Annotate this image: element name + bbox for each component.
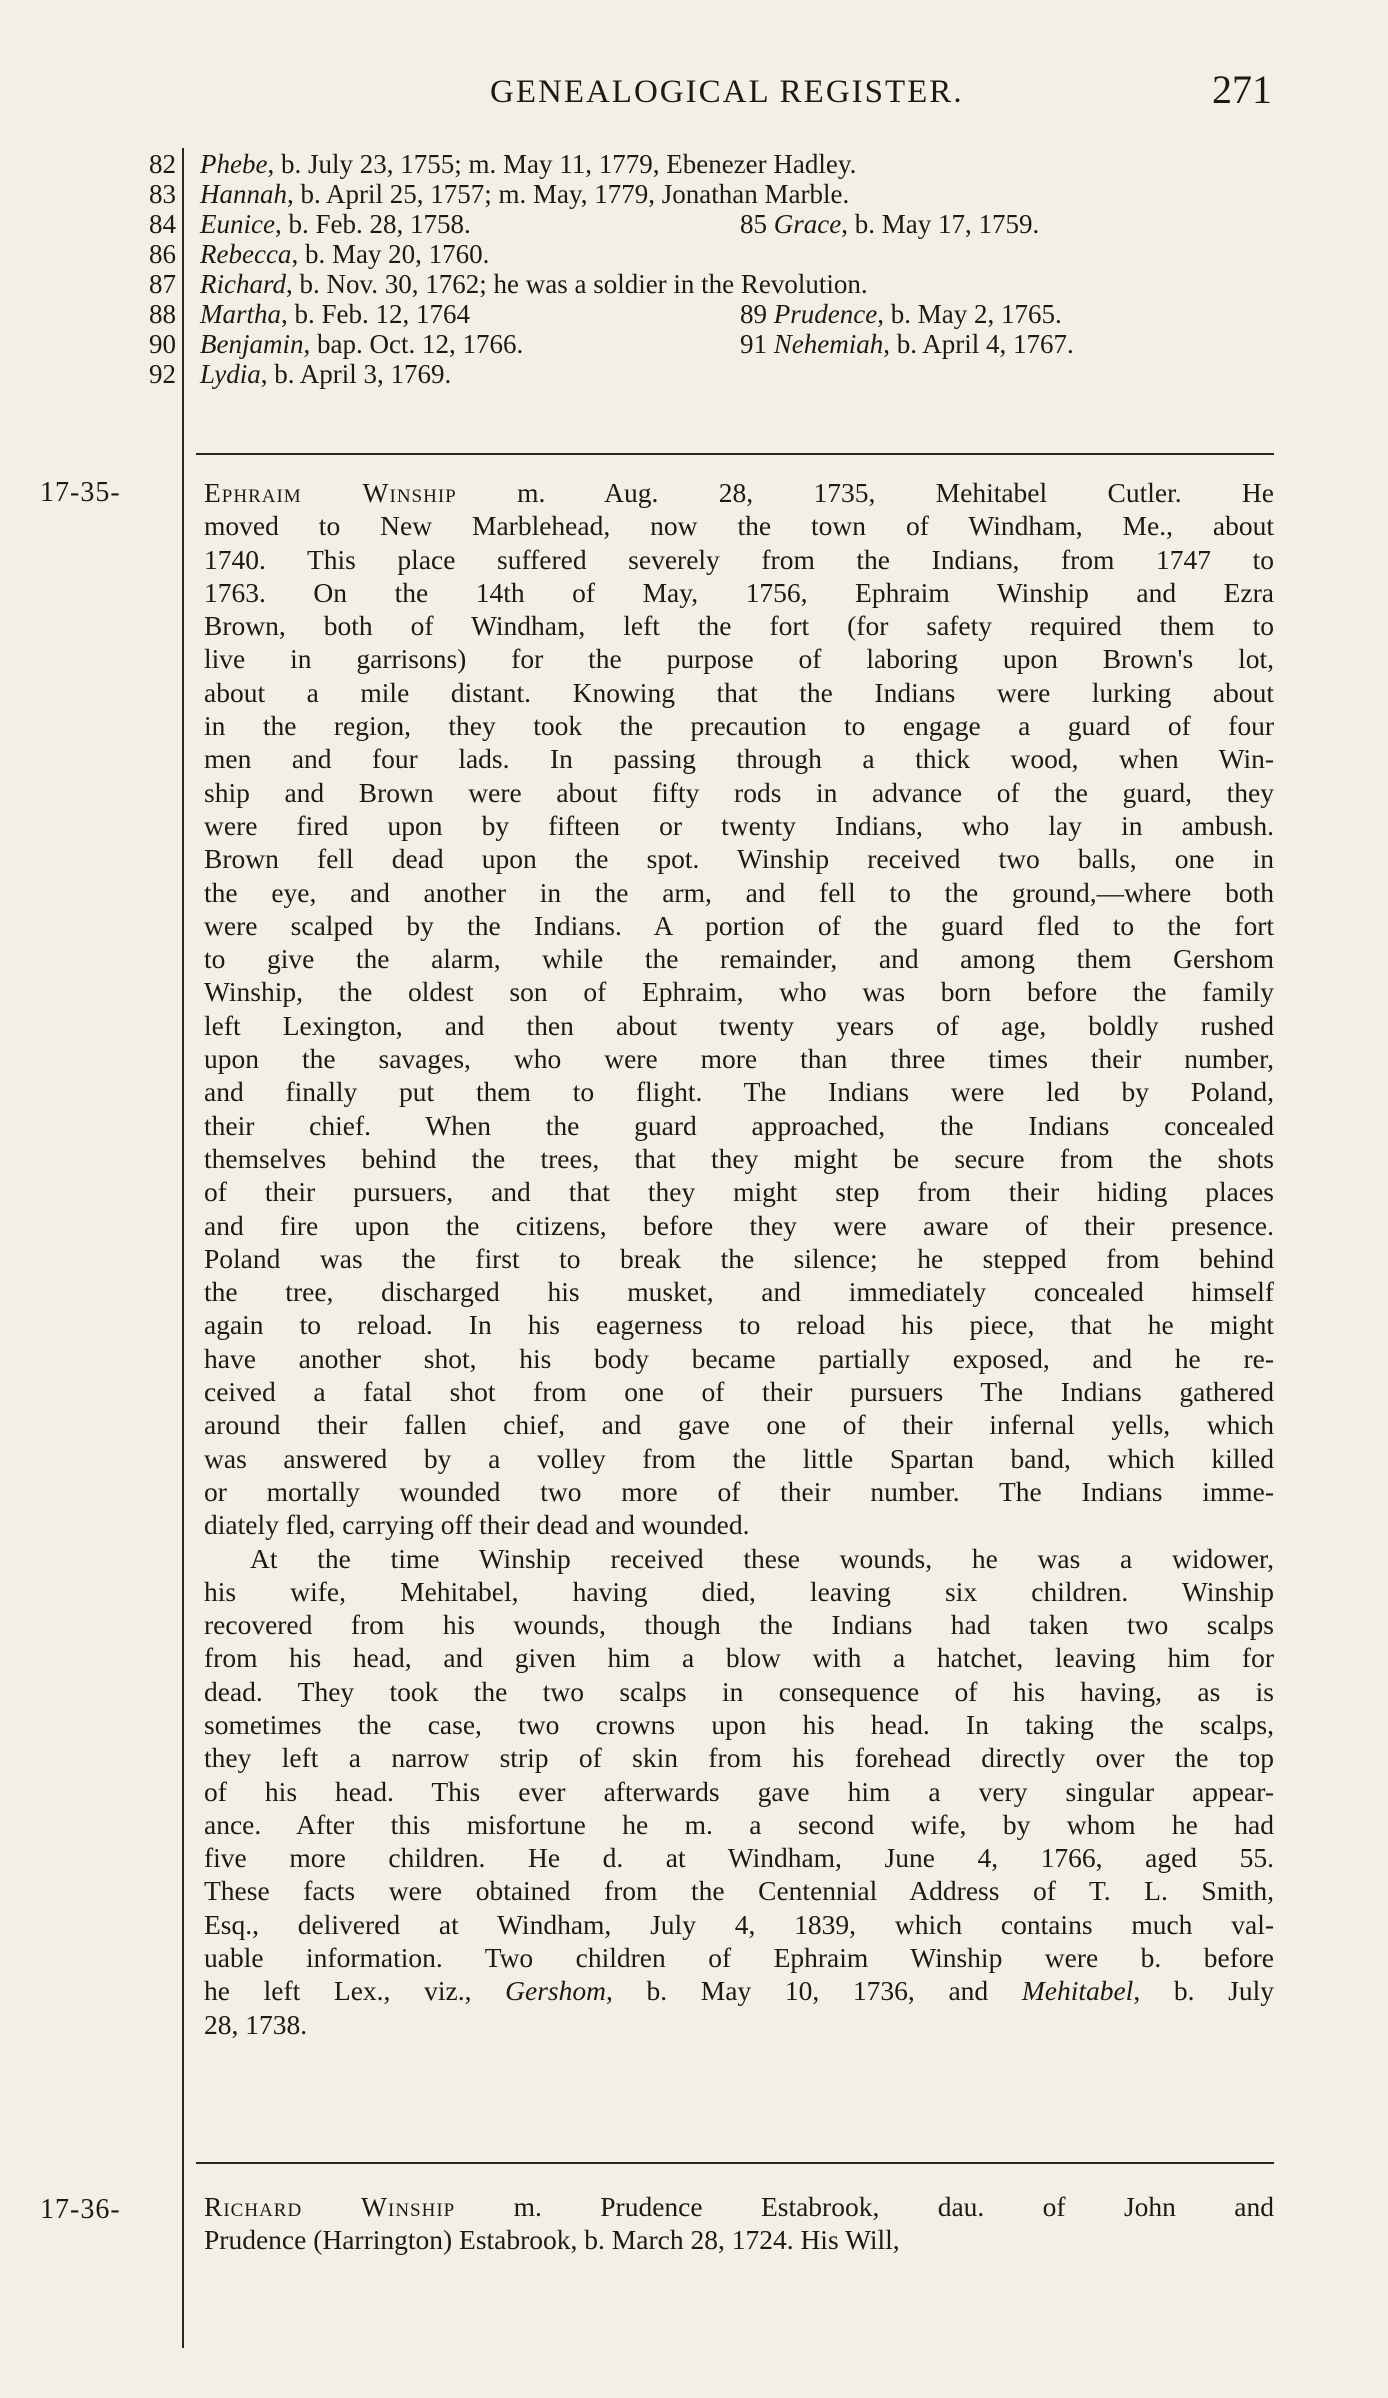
child-details: , b. Feb. 12, 1764 bbox=[281, 299, 470, 329]
child-number: 82 bbox=[149, 149, 176, 179]
text-line bbox=[204, 1808, 1274, 1841]
person-name: Richard Winship bbox=[204, 2191, 456, 2222]
text-line bbox=[204, 876, 1274, 909]
text-line bbox=[204, 1209, 1274, 1242]
line-text: moved to New Marblehead, now the town of Windham, Me., about bbox=[204, 510, 1274, 542]
child-name: Hannah bbox=[200, 179, 287, 209]
text-line bbox=[204, 609, 1274, 642]
text-line bbox=[204, 1075, 1274, 1108]
line-text: around their fallen chief, and gave one of their infernal yells, which bbox=[204, 1409, 1274, 1441]
text-line bbox=[204, 509, 1274, 542]
text-line bbox=[204, 709, 1274, 742]
line-text: Poland was the first to break the silence; he stepped from behind bbox=[204, 1242, 1274, 1274]
child-name: Gershom bbox=[505, 1975, 606, 2007]
text-line bbox=[204, 676, 1274, 709]
section-body bbox=[204, 476, 1274, 2041]
text-line bbox=[204, 1275, 1274, 1308]
child-name: Richard bbox=[200, 269, 286, 299]
child-number: 88 bbox=[149, 299, 176, 329]
line-text: of his head. This ever afterwards gave him a very singular appear- bbox=[204, 1775, 1274, 1807]
line-text: 1763. On the 14th of May, 1756, Ephraim Winship and Ezra bbox=[204, 576, 1274, 608]
child-details: , b. Nov. 30, 1762; he was a soldier in the Revolution. bbox=[285, 269, 868, 299]
text-line bbox=[204, 742, 1274, 775]
page-number: 271 bbox=[1212, 67, 1272, 112]
text-line bbox=[204, 809, 1274, 842]
child-name: Benjamin bbox=[200, 329, 304, 359]
text-line bbox=[204, 1009, 1274, 1042]
child-name: Mehitabel bbox=[1021, 1975, 1134, 2007]
line-text: have another shot, his body became partially exposed, and he re- bbox=[204, 1342, 1274, 1374]
line-text: 28, 1738. bbox=[204, 2008, 308, 2040]
child-number: 87 bbox=[149, 269, 176, 299]
line-text: themselves behind the trees, that they might be secure from the shots bbox=[204, 1142, 1274, 1174]
line-text: sometimes the case, two crowns upon his head. In taking the scalps, bbox=[204, 1708, 1274, 1740]
section-divider bbox=[196, 2162, 1274, 2164]
text-line bbox=[204, 1841, 1274, 1874]
text-line bbox=[204, 576, 1274, 609]
child-details: , b. April 25, 1757; m. May, 1779, Jonathan Marble. bbox=[287, 179, 850, 209]
line-text: were scalped by the Indians. A portion of the guard fled to the fort bbox=[204, 909, 1274, 941]
child-name: Rebecca bbox=[200, 239, 292, 269]
child-name: Lydia bbox=[200, 359, 261, 389]
child-entry bbox=[0, 356, 1388, 392]
line-text: he left Lex., viz., bbox=[204, 1975, 506, 2007]
line-text: and fire upon the citizens, before they were aware of their presence. bbox=[204, 1209, 1274, 1241]
text-line bbox=[204, 1342, 1274, 1375]
line-text: Brown fell dead upon the spot. Winship received two balls, one in bbox=[204, 843, 1274, 875]
text-line bbox=[204, 1775, 1274, 1808]
child-details: , b. April 4, 1767. bbox=[883, 329, 1074, 359]
line-text: These facts were obtained from the Centennial Address of T. L. Smith, bbox=[204, 1875, 1274, 1907]
line-text: live in garrisons) for the purpose of laboring upon Brown's lot, bbox=[204, 643, 1274, 675]
child-number: 83 bbox=[149, 179, 176, 209]
text-line bbox=[204, 1142, 1274, 1175]
text-line bbox=[204, 1741, 1274, 1774]
text-line bbox=[204, 1242, 1274, 1275]
child-name: Martha bbox=[200, 299, 281, 329]
line-text: five more children. He d. at Windham, June 4, 1766, aged 55. bbox=[204, 1842, 1274, 1874]
line-text: Prudence (Harrington) Estabrook, b. March 28, 1724. His Will, bbox=[204, 2224, 900, 2256]
child-name: Prudence bbox=[773, 299, 878, 329]
child-name: Eunice bbox=[200, 209, 275, 239]
line-text: men and four lads. In passing through a thick wood, when Win- bbox=[204, 743, 1274, 775]
page-title: GENEALOGICAL REGISTER. bbox=[490, 74, 964, 110]
line-text: the tree, discharged his musket, and immediately concealed himself bbox=[204, 1276, 1274, 1308]
line-text: 1740. This place suffered severely from the Indians, from 1747 to bbox=[204, 543, 1274, 575]
line-text: ship and Brown were about fifty rods in advance of the guard, they bbox=[204, 776, 1274, 808]
line-text: Esq., delivered at Windham, July 4, 1839, which contains much val- bbox=[204, 1908, 1274, 1940]
child-details: , b. July 23, 1755; m. May 11, 1779, Ebenezer Hadley. bbox=[267, 149, 857, 179]
text-line bbox=[204, 1475, 1274, 1508]
text-line bbox=[204, 1608, 1274, 1641]
line-text: were fired upon by fifteen or twenty Indians, who lay in ambush. bbox=[204, 809, 1274, 841]
child-details: , b. May 17, 1759. bbox=[841, 209, 1040, 239]
line-text: from his head, and given him a blow with a hatchet, leaving him for bbox=[204, 1642, 1274, 1674]
text-line bbox=[204, 1109, 1274, 1142]
section-divider bbox=[196, 453, 1274, 455]
text-line bbox=[204, 1542, 1274, 1575]
text-line bbox=[204, 1308, 1274, 1341]
line-text: Winship, the oldest son of Ephraim, who was born before the family bbox=[204, 976, 1274, 1008]
line-text: of their pursuers, and that they might step from their hiding places bbox=[204, 1176, 1274, 1208]
child-details: , b. May 20, 1760. bbox=[291, 239, 490, 269]
child-number: 84 bbox=[149, 209, 176, 239]
line-text: , b. July bbox=[1133, 1975, 1275, 2007]
line-text: m. Aug. 28, 1735, Mehitabel Cutler. He bbox=[456, 477, 1274, 508]
section-id: 17-36- bbox=[40, 2194, 121, 2225]
line-text: they left a narrow strip of skin from his forehead directly over the top bbox=[204, 1742, 1274, 1774]
line-text: , b. May 10, 1736, and bbox=[605, 1975, 1022, 2007]
line-text: again to reload. In his eagerness to reload his piece, that he might bbox=[204, 1309, 1274, 1341]
text-line bbox=[204, 1908, 1274, 1941]
person-name: Ephraim Winship bbox=[204, 477, 457, 508]
child-name: Phebe bbox=[200, 149, 268, 179]
line-text: or mortally wounded two more of their number. The Indians imme- bbox=[204, 1475, 1274, 1507]
line-text: At the time Winship received these wounds, he was a widower, bbox=[250, 1542, 1274, 1574]
line-text: left Lexington, and then about twenty years of age, boldly rushed bbox=[204, 1009, 1274, 1041]
line-text: about a mile distant. Knowing that the Indians were lurking about bbox=[204, 676, 1274, 708]
child-number: 89 bbox=[740, 299, 767, 329]
text-line bbox=[204, 1974, 1274, 2007]
text-line bbox=[204, 1941, 1274, 1974]
text-line bbox=[204, 1874, 1274, 1907]
line-text: recovered from his wounds, though the Indians had taken two scalps bbox=[204, 1609, 1274, 1641]
line-text: ance. After this misfortune he m. a second wife, by whom he had bbox=[204, 1808, 1274, 1840]
text-line bbox=[204, 1408, 1274, 1441]
text-line bbox=[204, 1675, 1274, 1708]
text-line bbox=[204, 543, 1274, 576]
child-number: 92 bbox=[149, 359, 176, 389]
text-line bbox=[204, 1042, 1274, 1075]
line-text: uable information. Two children of Ephraim Winship were b. before bbox=[204, 1942, 1274, 1974]
line-text: to give the alarm, while the remainder, and among them Gershom bbox=[204, 943, 1274, 975]
line-text: dead. They took the two scalps in consequence of his having, as is bbox=[204, 1675, 1274, 1707]
text-line bbox=[204, 642, 1274, 675]
child-details: , b. May 2, 1765. bbox=[877, 299, 1062, 329]
line-text: m. Prudence Estabrook, dau. of John and bbox=[455, 2191, 1274, 2222]
text-line bbox=[204, 1442, 1274, 1475]
text-line bbox=[204, 2190, 1274, 2223]
line-text: upon the savages, who were more than three times their number, bbox=[204, 1043, 1274, 1075]
line-text: Brown, both of Windham, left the fort (for safety required them to bbox=[204, 610, 1274, 642]
text-line bbox=[204, 2008, 1274, 2041]
child-name: Grace bbox=[773, 209, 842, 239]
text-line bbox=[204, 942, 1274, 975]
text-line bbox=[204, 1575, 1274, 1608]
child-number: 85 bbox=[740, 209, 767, 239]
child-number: 90 bbox=[149, 329, 176, 359]
child-details: , b. April 3, 1769. bbox=[260, 359, 452, 389]
text-line bbox=[204, 975, 1274, 1008]
child-number: 86 bbox=[149, 239, 176, 269]
text-line bbox=[204, 1375, 1274, 1408]
text-line bbox=[204, 776, 1274, 809]
margin-rule bbox=[182, 148, 184, 2348]
line-text: and finally put them to flight. The Indians were led by Poland, bbox=[204, 1076, 1274, 1108]
child-number: 91 bbox=[740, 329, 767, 359]
child-details: , b. Feb. 28, 1758. bbox=[274, 209, 471, 239]
text-line bbox=[204, 909, 1274, 942]
line-text: diately fled, carrying off their dead and wounded. bbox=[204, 1509, 750, 1541]
line-text: was answered by a volley from the little Spartan band, which killed bbox=[204, 1442, 1274, 1474]
line-text: the eye, and another in the arm, and fell to the ground,—where both bbox=[204, 876, 1274, 908]
text-line bbox=[204, 476, 1274, 509]
line-text: in the region, they took the precaution to engage a guard of four bbox=[204, 710, 1274, 742]
text-line bbox=[204, 1641, 1274, 1674]
text-line bbox=[204, 1708, 1274, 1741]
line-text: his wife, Mehitabel, having died, leaving six children. Winship bbox=[204, 1575, 1274, 1607]
running-header bbox=[0, 66, 1388, 116]
text-line bbox=[204, 1508, 1274, 1541]
line-text: ceived a fatal shot from one of their pursuers The Indians gathered bbox=[204, 1376, 1274, 1408]
text-line bbox=[204, 1175, 1274, 1208]
section-body bbox=[204, 2190, 1274, 2257]
line-text: their chief. When the guard approached, the Indians concealed bbox=[204, 1109, 1274, 1141]
child-details: , bap. Oct. 12, 1766. bbox=[303, 329, 524, 359]
section-id: 17-35- bbox=[40, 477, 121, 508]
text-line bbox=[204, 842, 1274, 875]
child-name: Nehemiah bbox=[773, 329, 884, 359]
text-line bbox=[204, 2223, 1274, 2256]
